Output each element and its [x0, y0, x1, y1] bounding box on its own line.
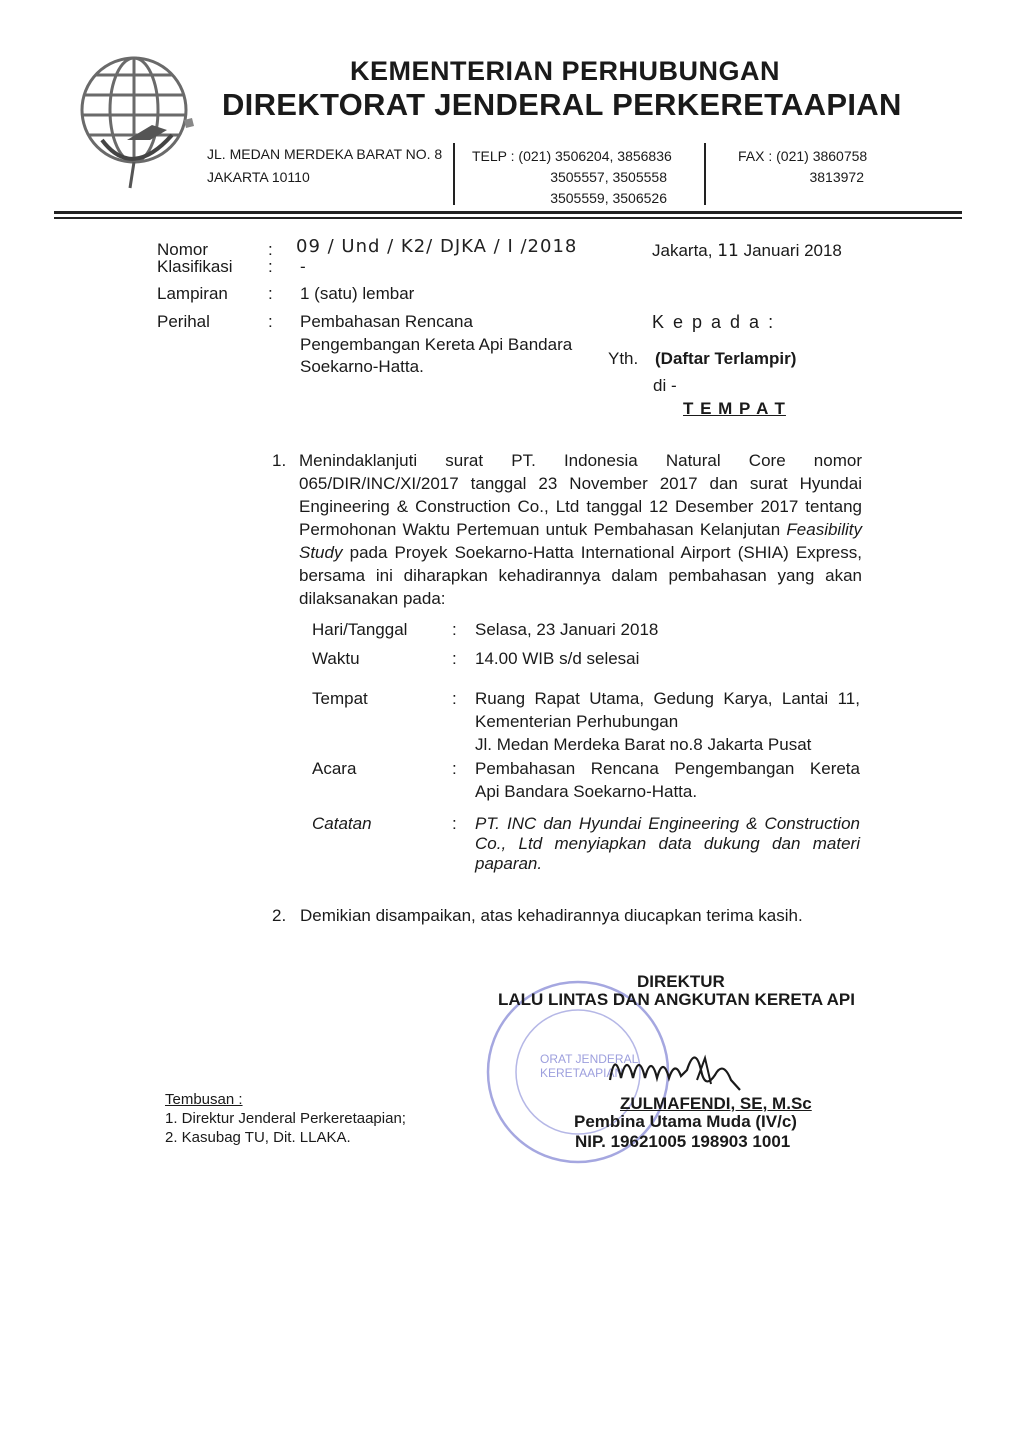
letter-date — [652, 241, 842, 261]
ministry-name: KEMENTERIAN PERHUBUNGAN — [350, 56, 781, 86]
nomor-label: Nomor — [157, 240, 209, 259]
kepada-label: K e p a d a : — [652, 312, 776, 332]
yth-label: Yth. — [608, 349, 639, 368]
detail-colon: : — [452, 620, 457, 639]
detail-value-waktu: 14.00 WIB s/d selesai — [475, 649, 640, 668]
nomor-value: 09 / Und / K2/ DJKA / I /2018 — [296, 236, 578, 257]
detail-value-catatan: PT. INC dan Hyundai Engineering & Construction Co., Ltd menyiapkan data dukung dan materi paparan. — [475, 814, 860, 873]
cc-title: Tembusan : — [165, 1091, 243, 1108]
detail-label-waktu: Waktu — [312, 649, 360, 668]
detail-value-tempat-line-3: Jl. Medan Merdeka Barat no.8 Jakarta Pusat — [475, 735, 812, 754]
paragraph-2: Demikian disampaikan, atas kehadirannya diucapkan terima kasih. — [300, 906, 803, 925]
signer-rank: Pembina Utama Muda (IV/c) — [574, 1112, 797, 1131]
klasifikasi-label: Klasifikasi — [157, 257, 233, 276]
perihal-line-1: Pembahasan Rencana — [300, 312, 473, 331]
nomor-colon: : — [268, 240, 273, 259]
recipient-name: (Daftar Terlampir) — [655, 349, 797, 368]
detail-value-tempat-line-1: Ruang Rapat Utama, Gedung Karya, Lantai 11, — [475, 689, 860, 708]
telp-line-2: 3505557, 3505558 — [550, 169, 667, 185]
ministry-logo — [72, 40, 202, 190]
detail-value-hari: Selasa, 23 Januari 2018 — [475, 620, 659, 639]
perihal-label: Perihal — [157, 312, 210, 331]
header-divider-2 — [704, 143, 706, 205]
fax-line-1: FAX : (021) 3860758 — [738, 148, 868, 164]
signer-name: ZULMAFENDI, SE, M.Sc — [620, 1094, 812, 1113]
perihal-line-2: Pengembangan Kereta Api Bandara — [300, 335, 573, 354]
paragraph-1-italic: Feasibility Study — [299, 520, 862, 562]
detail-colon: : — [452, 689, 457, 708]
detail-colon: : — [452, 649, 457, 668]
address-line-2: JAKARTA 10110 — [207, 169, 310, 185]
address-line-1: JL. MEDAN MERDEKA BARAT NO. 8 — [207, 146, 443, 162]
header-rule-thin — [54, 217, 962, 219]
paragraph-1-text-b: pada Proyek Soekarno-Hatta International Airport (SHIA) Express, bersama ini diharapkan kehadirannya dalam pembahasan yang akan dilaksanakan pada: — [299, 543, 862, 608]
lampiran-value: 1 (satu) lembar — [300, 284, 415, 303]
detail-label-catatan: Catatan — [312, 814, 372, 833]
cc-item: 1. Direktur Jenderal Perkeretaapian; — [165, 1110, 406, 1127]
date-day: 11 — [717, 241, 739, 261]
perihal-colon: : — [268, 312, 273, 331]
cc-item: 2. Kasubag TU, Dit. LLAKA. — [165, 1129, 351, 1146]
paragraph-2-number: 2. — [272, 906, 287, 925]
telp-line-1: TELP : (021) 3506204, 3856836 — [472, 148, 672, 164]
tempat-label: T E M P A T — [683, 399, 786, 418]
handwritten-signature — [605, 1040, 745, 1100]
signer-nip: NIP. 19621005 198903 1001 — [575, 1132, 791, 1151]
stamp-text: ORAT JENDERAL KERETAAPIAN — [540, 1052, 638, 1080]
directorate-name: DIREKTORAT JENDERAL PERKERETAAPIAN — [222, 87, 902, 122]
detail-label-acara: Acara — [312, 759, 357, 778]
lampiran-colon: : — [268, 284, 273, 303]
detail-colon: : — [452, 814, 457, 833]
detail-value-tempat-line-2: Kementerian Perhubungan — [475, 712, 679, 731]
signature-title-1: DIREKTUR — [637, 972, 725, 991]
globe-emblem-icon — [72, 40, 202, 190]
date-month-year: Januari 2018 — [743, 241, 842, 260]
lampiran-label: Lampiran — [157, 284, 228, 303]
detail-label-tempat: Tempat — [312, 689, 368, 708]
detail-value-acara-line-1: Pembahasan Rencana Pengembangan Kereta — [475, 759, 860, 778]
di-label: di - — [653, 376, 677, 395]
telp-line-3: 3505559, 3506526 — [550, 190, 667, 206]
paragraph-1 — [299, 449, 862, 610]
detail-colon: : — [452, 759, 457, 778]
fax-line-2: 3813972 — [809, 169, 864, 185]
signature-scribble-icon — [605, 1040, 745, 1100]
klasifikasi-value: - — [300, 257, 306, 276]
cc-list — [165, 1109, 406, 1147]
paragraph-1-text-a: Menindaklanjuti surat PT. Indonesia Natural Core nomor 065/DIR/INC/XI/2017 tanggal 23 November 2017 dan surat Hyundai Engineering & Construction Co., Ltd tanggal 12 Desember 2017 tentang Permohonan Waktu Pertemuan untuk Pembahasan Kelanjutan — [299, 451, 862, 539]
detail-label-hari: Hari/Tanggal — [312, 620, 408, 639]
header-divider-1 — [453, 143, 455, 205]
detail-value-acara-line-2: Api Bandara Soekarno-Hatta. — [475, 782, 698, 801]
date-place: Jakarta, — [652, 241, 713, 260]
klasifikasi-colon: : — [268, 257, 273, 276]
header-rule-thick — [54, 211, 962, 214]
paragraph-1-number: 1. — [272, 451, 287, 470]
signature-title-2: LALU LINTAS DAN ANGKUTAN KERETA API — [498, 990, 855, 1009]
perihal-line-3: Soekarno-Hatta. — [300, 357, 424, 376]
